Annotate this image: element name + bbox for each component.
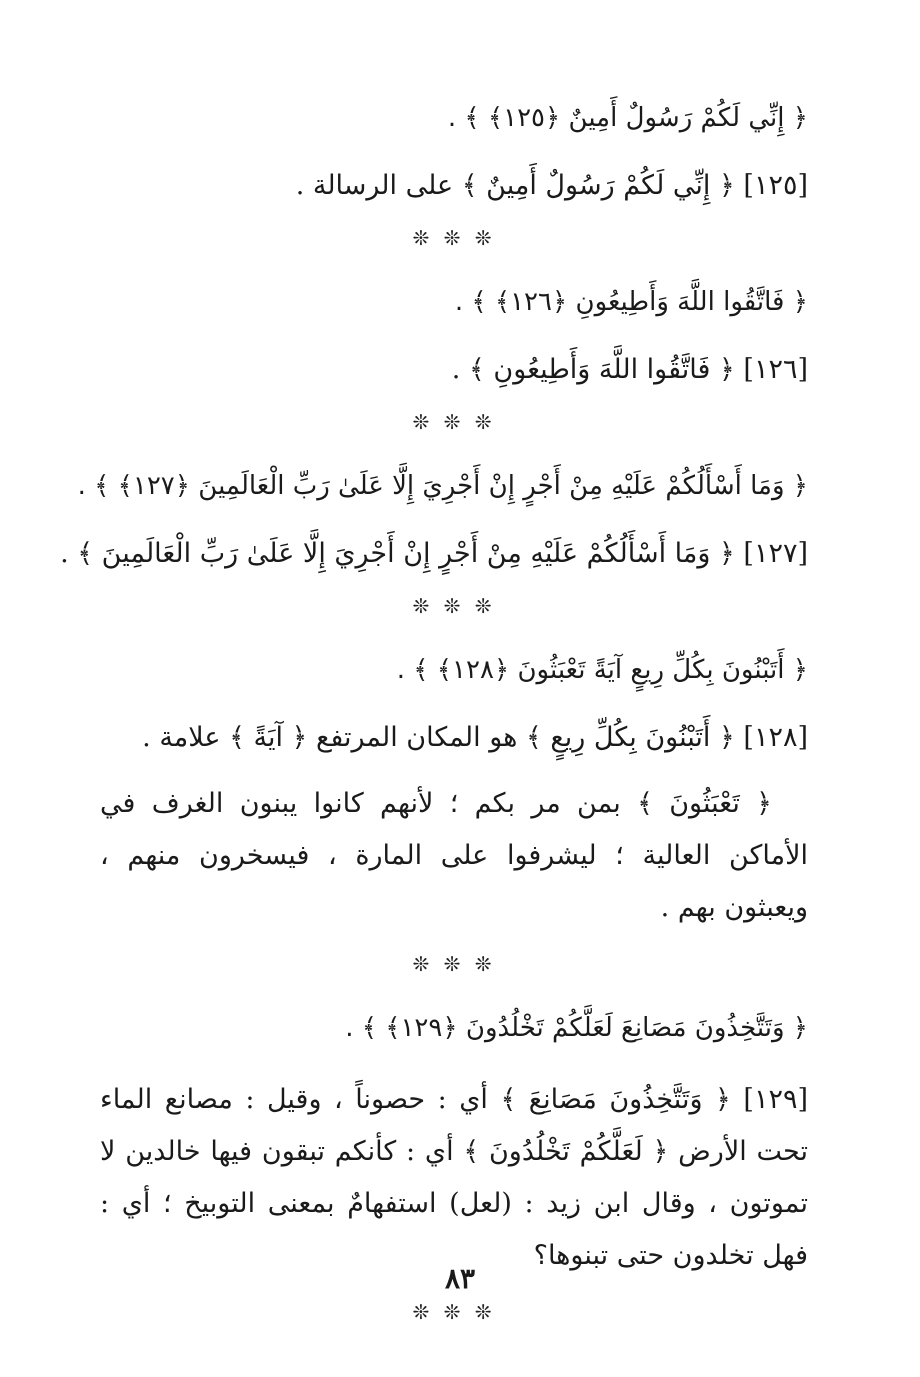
verse-126: ﴿ فَاتَّقُوا اللَّهَ وَأَطِيعُونِ ﴿١٢٦﴾ ﴾ . (454, 287, 808, 317)
commentary-126: [١٢٦] ﴿ فَاتَّقُوا اللَّهَ وَأَطِيعُونِ ﴾ . (451, 354, 808, 385)
commentary-127: [١٢٧] ﴿ وَمَا أَسْأَلُكُمْ عَلَيْهِ مِنْ أَجْرٍ إِنْ أَجْرِيَ إِلَّا عَلَىٰ رَبِّ الْعَالَمِينَ ﴾ . (60, 538, 808, 569)
verse-125: ﴿ إِنِّي لَكُمْ رَسُولٌ أَمِينٌ ﴿١٢٥﴾ ﴾ . (447, 103, 808, 133)
section-divider: ❊ ❊ ❊ (412, 410, 496, 434)
verse-129: ﴿ وَتَتَّخِذُونَ مَصَانِعَ لَعَلَّكُمْ تَخْلُدُونَ ﴿١٢٩﴾ ﴾ . (345, 1013, 808, 1043)
section-divider: ❊ ❊ ❊ (412, 594, 496, 618)
page-number: ٨٣ (444, 1262, 476, 1295)
commentary-125: [١٢٥] ﴿ إِنِّي لَكُمْ رَسُولٌ أَمِينٌ ﴾ على الرسالة . (295, 170, 808, 201)
section-divider: ❊ ❊ ❊ (412, 1300, 496, 1324)
section-divider: ❊ ❊ ❊ (412, 952, 496, 976)
verse-127: ﴿ وَمَا أَسْأَلُكُمْ عَلَيْهِ مِنْ أَجْرٍ إِنْ أَجْرِيَ إِلَّا عَلَىٰ رَبِّ الْعَالَمِينَ ﴿١٢٧﴾ ﴾ . (77, 471, 808, 501)
verse-128: ﴿ أَتَبْنُونَ بِكُلِّ رِيعٍ آيَةً تَعْبَثُونَ ﴿١٢٨﴾ ﴾ . (396, 655, 808, 685)
section-divider: ❊ ❊ ❊ (412, 226, 496, 250)
commentary-128-paragraph: ﴿ تَعْبَثُونَ ﴾ بمن مر بكم ؛ لأنهم كانوا يبنون الغرف في الأماكن العالية ؛ ليشرفوا على المارة ، فيسخرون منهم ، ويعبثون بهم . (100, 788, 808, 923)
commentary-128: [١٢٨] ﴿ أَتَبْنُونَ بِكُلِّ رِيعٍ ﴾ هو المكان المرتفع ﴿ آيَةً ﴾ علامة . (142, 722, 808, 753)
commentary-129-paragraph: [١٢٩] ﴿ وَتَتَّخِذُونَ مَصَانِعَ ﴾ أي : حصوناً ، وقيل : مصانع الماء تحت الأرض ﴿ لَعَلَّكُمْ تَخْلُدُونَ ﴾ أي : كأنكم تبقون فيها خالدين لا تموتون ، وقال ابن زيد : (لعل) استفهامٌ بمعنى التوبيخ ؛ أي : فهل تخلدون حتى تبنوها؟ (100, 1084, 808, 1271)
